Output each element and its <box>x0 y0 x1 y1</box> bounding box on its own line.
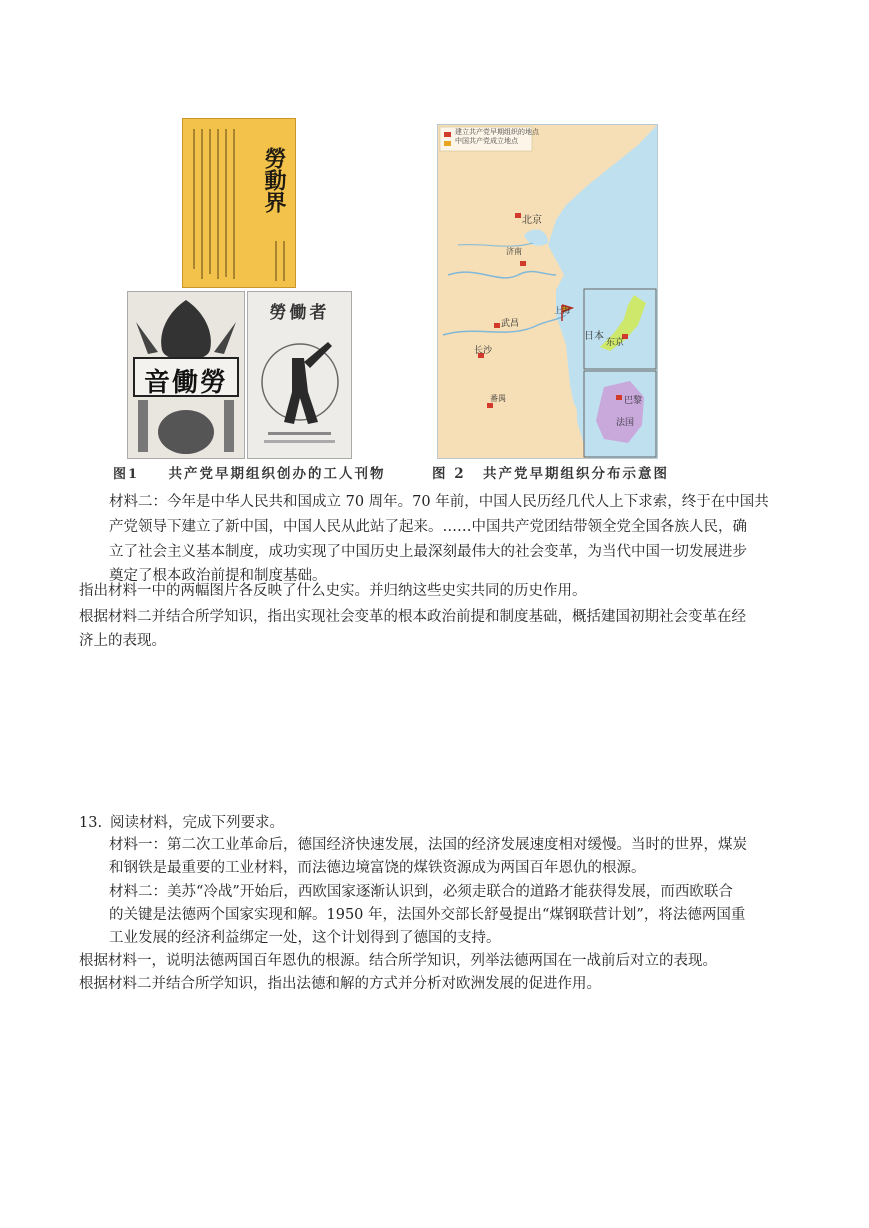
q13-material1-line-1: 材料一：第二次工业革命后，德国经济快速发展，法国的经济发展速度相对缓慢。当时的世界，煤炭 <box>109 837 747 853</box>
q12-material2-line-4: 奠定了根本政治前提和制度基础。 <box>109 568 327 584</box>
q12-material2-line-2: 产党领导下建立了新中国，中国人民从此站了起来。……中国共产党团结带领全党全国各族人民，确 <box>109 519 747 535</box>
q13-stem: 阅读材料，完成下列要求。 <box>110 815 284 831</box>
magazine-laodongjie-cover <box>182 118 296 288</box>
q12-requirement-2-line-1: 根据材料二并结合所学知识，指出实现社会变革的根本政治前提和制度基础，概括建国初期社会变革在经 <box>79 609 746 625</box>
magazine-left-title: 音働勞 <box>143 368 228 398</box>
figure-1-caption-text: 共产党早期组织创办的工人刊物 <box>168 466 386 482</box>
map-label-guangzhou: 番禺 <box>490 394 506 403</box>
q12-requirement-2-line-2: 济上的表现。 <box>79 633 166 649</box>
map-label-wuchang: 武昌 <box>501 319 520 329</box>
q13-material1-line-2: 和钢铁是最重要的工业材料，而法德边境富饶的煤铁资源成为两国百年恩仇的根源。 <box>109 860 646 876</box>
map-legend <box>455 128 539 146</box>
magazine-right-title: 勞働者 <box>269 303 330 323</box>
magazine-laodongyin-cover <box>127 291 245 459</box>
map-label-shanghai: 上海 <box>554 306 570 315</box>
map-legend-item-2: 中国共产党成立地点 <box>455 137 518 145</box>
map-label-beijing: 北京 <box>522 215 542 226</box>
china-map <box>437 124 658 459</box>
map-label-jinan: 济南 <box>506 247 522 256</box>
q13-material2-line-3: 工业发展的经济利益绑定一处，这个计划得到了德国的支持。 <box>109 930 501 946</box>
q13-requirement-2: 根据材料二并结合所学知识，指出法德和解的方式并分析对欧洲发展的促进作用。 <box>79 976 601 992</box>
map-label-paris: 巴黎 <box>624 396 643 406</box>
q12-material2-line-1: 材料二：今年是中华人民共和国成立 70 周年。70 年前，中国人民历经几代人上下求索，终于在中国共 <box>109 494 769 510</box>
figure-2-caption <box>432 462 669 482</box>
map-label-changsha: 长沙 <box>474 346 493 356</box>
q13-material2-line-2: 的关键是法德两个国家实现和解。1950 年，法国外交部长舒曼提出“煤钢联营计划”，将法德两国重 <box>109 907 746 923</box>
map-graphic <box>438 125 657 458</box>
figure-1-caption <box>113 462 385 482</box>
q13-requirement-1: 根据材料一，说明法德两国百年恩仇的根源。结合所学知识，列举法德两国在一战前后对立的表现。 <box>79 953 717 969</box>
q13-number: 13. <box>79 815 103 831</box>
map-legend-item-1: 建立共产党早期组织的地点 <box>455 128 539 136</box>
q12-material2-line-3: 立了社会主义基本制度，成功实现了中国历史上最深刻最伟大的社会变革，为当代中国一切发展进步 <box>109 544 747 560</box>
figure-1-label: 图1 <box>113 467 140 482</box>
magazine-top-title: 勞動界 <box>261 147 287 213</box>
map-label-japan: 日本 <box>584 331 604 342</box>
figure-2-caption-text: 共产党早期组织分布示意图 <box>483 466 669 482</box>
map-label-tokyo: 东京 <box>606 338 625 348</box>
q12-requirement-1: 指出材料一中的两幅图片各反映了什么史实。并归纳这些史实共同的历史作用。 <box>79 583 587 599</box>
figure-2-label: 图 2 <box>432 466 466 482</box>
worker-illustration <box>248 292 351 458</box>
magazine-laodongzhe-cover <box>247 291 352 459</box>
map-label-france: 法国 <box>616 418 635 428</box>
q13-material2-line-1: 材料二：美苏“冷战”开始后，西欧国家逐渐认识到，必须走联合的道路才能获得发展，而西欧联合 <box>109 884 733 900</box>
